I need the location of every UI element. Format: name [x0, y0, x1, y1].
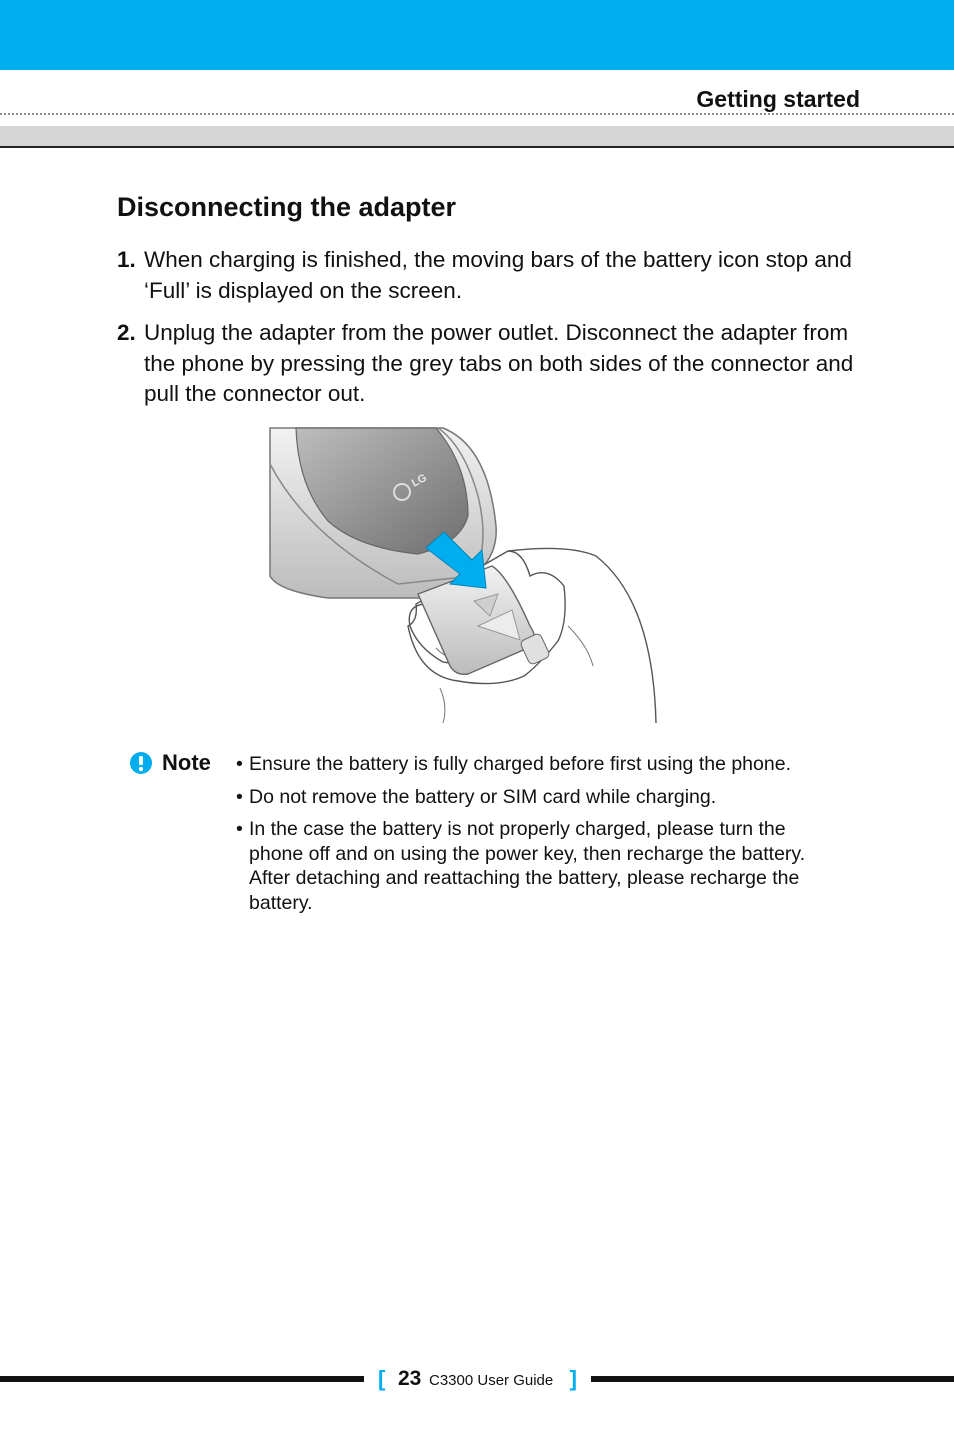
section-title: Getting started: [696, 86, 860, 112]
note-item: [236, 752, 836, 777]
note-text: Do not remove the battery or SIM card while charging.: [249, 785, 717, 808]
grey-header-band: [0, 126, 954, 148]
steps-list: [117, 245, 857, 422]
note-label: Note: [162, 750, 211, 775]
lg-logo-text: LG: [409, 471, 429, 490]
step-item: [117, 318, 857, 410]
step-text: When charging is finished, the moving bars of the battery icon stop and ‘Full’ is displayed on the screen.: [144, 247, 852, 303]
dotted-divider: [0, 113, 954, 115]
bullet: •: [236, 753, 243, 775]
guide-title: C3300 User Guide: [429, 1372, 554, 1389]
footer-rule-right: [591, 1376, 954, 1382]
footer-bracket-close: ]: [569, 1366, 577, 1391]
bullet: •: [236, 785, 243, 808]
page-heading: Disconnecting the adapter: [117, 192, 457, 222]
page-number: 23: [398, 1367, 422, 1390]
top-color-band: [0, 0, 954, 70]
step-text: Unplug the adapter from the power outlet. Disconnect the adapter from the phone by pressing the grey tabs on both sides of the connector and pull the connector out.: [144, 320, 854, 406]
note-text: Ensure the battery is fully charged before first using the phone.: [249, 753, 791, 775]
exclamation-icon: [130, 752, 152, 774]
footer: [376, 1364, 581, 1394]
note-item: [236, 817, 836, 915]
note-item: [236, 785, 836, 810]
step-item: [117, 245, 857, 306]
step-number: 2.: [117, 320, 136, 345]
step-number: 1.: [117, 247, 136, 272]
footer-rule-left: [0, 1376, 364, 1382]
phone-adapter-illustration: [268, 426, 660, 723]
note-list: [236, 752, 836, 923]
phone-adapter-drawing: [268, 426, 660, 723]
bullet: •: [236, 818, 243, 840]
footer-bracket-open: [: [378, 1366, 386, 1391]
note-text: In the case the battery is not properly charged, please turn the phone off and on using the power key, then recharge the battery. After detaching and reattaching the battery, please recharge the battery.: [249, 818, 806, 914]
